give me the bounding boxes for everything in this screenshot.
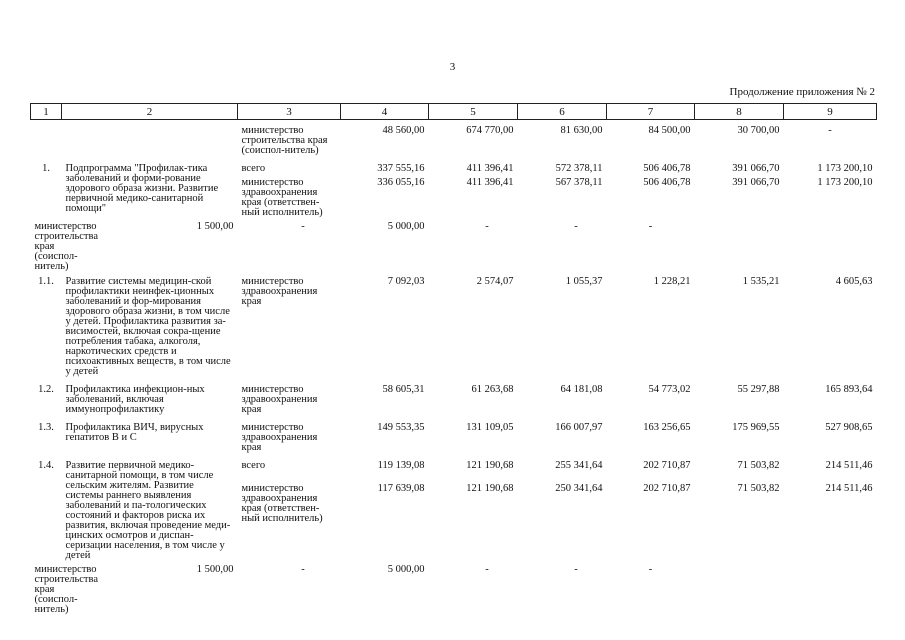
- amount-cell: 572 378,11: [555, 163, 603, 174]
- item-number: 1.: [42, 163, 50, 174]
- table-row: [31, 277, 877, 377]
- amount-cell: 121 190,68: [466, 483, 514, 495]
- amount-cell: 81 630,00: [560, 125, 603, 136]
- amount-cell: 165 893,64: [825, 384, 873, 395]
- header-cell: 4: [341, 104, 429, 120]
- amount-cell: 30 700,00: [737, 125, 780, 136]
- item-number: 1.2.: [38, 384, 54, 395]
- amount-cell: 255 341,64: [555, 460, 603, 471]
- amount-cell: 131 109,05: [466, 422, 514, 433]
- amount-cell: 71 503,82: [737, 483, 780, 495]
- amount-cell: 4 605,63: [835, 276, 873, 287]
- amount-cell: 391 066,70: [732, 163, 780, 174]
- table-row: [31, 164, 877, 174]
- item-number: 1.4.: [38, 460, 54, 471]
- executor-label: министерство строительства края (соиспол-нитель): [34, 564, 99, 615]
- item-name: Развитие системы медицин-ской профилактики неинфек-ционных заболеваний и фор-мирования здорового образа жизни, в том числе у детей. Профилактика развития за-висимостей, включая сокра-щение потребления табака, алкоголя, наркотических средств и психоактивных веществ, в том числе у детей: [65, 276, 231, 377]
- page-number: 3: [449, 61, 456, 73]
- amount-cell: 391 066,70: [732, 177, 780, 188]
- executor-label: министерство здравоохранения края: [241, 384, 318, 415]
- amount-cell: -: [574, 221, 578, 232]
- amount-cell: 1 535,21: [742, 276, 780, 287]
- table-body: [31, 120, 877, 616]
- header-cell: 9: [784, 104, 877, 120]
- amount-cell: 64 181,08: [560, 384, 603, 395]
- item-name: Профилактика инфекцион-ных заболеваний, включая иммунопрофилактику: [65, 384, 205, 415]
- amount-cell: -: [648, 564, 653, 575]
- header-cell: 2: [62, 104, 238, 120]
- executor-label: министерство здравоохранения края: [241, 422, 318, 453]
- table-row: [31, 461, 877, 480]
- amount-cell: 202 710,87: [643, 460, 691, 471]
- amount-cell: 84 500,00: [648, 125, 691, 136]
- amount-cell: -: [485, 221, 489, 232]
- amount-cell: 411 396,41: [466, 163, 514, 174]
- amount-cell: 61 263,68: [471, 384, 514, 395]
- amount-cell: 1 228,21: [653, 276, 691, 287]
- executor-label: всего: [241, 163, 266, 174]
- amount-cell: 1 173 200,10: [817, 163, 873, 174]
- amount-cell: 506 406,78: [643, 163, 691, 174]
- executor-label: министерство здравоохранения края (ответствен-ный исполнитель): [241, 177, 323, 218]
- amount-cell: 2 574,07: [476, 276, 514, 287]
- header-cell: 1: [31, 104, 62, 120]
- item-name: Профилактика ВИЧ, вирусных гепатитов В и С: [65, 422, 204, 443]
- header-cell: 7: [607, 104, 695, 120]
- amount-cell: 117 639,08: [377, 483, 425, 495]
- item-name: Развитие первичной медико-санитарной помощи, в том числе сельским жителям. Развитие системы раннего выявления заболеваний и па-тологических состояний и факторов риска их развития, включая проведение меди-цинских осмотров и диспан-серизации населения, в том числе у детей: [65, 460, 231, 561]
- header-row: [31, 104, 877, 120]
- amount-cell: -: [485, 564, 489, 575]
- amount-cell: 674 770,00: [466, 125, 514, 136]
- amount-cell: 567 378,11: [555, 177, 603, 188]
- amount-cell: -: [301, 564, 305, 575]
- executor-label: министерство здравоохранения края (ответствен-ный исполнитель): [241, 483, 323, 525]
- amount-cell: 250 341,64: [555, 483, 603, 495]
- amount-cell: 202 710,87: [643, 483, 691, 495]
- executor-label: министерство строительства края (соиспол-нитель): [241, 125, 328, 156]
- executor-label: всего: [241, 460, 266, 471]
- continuation-caption: Продолжение приложения № 2: [729, 86, 875, 98]
- table-row: [31, 222, 877, 272]
- item-name: [62, 126, 238, 156]
- amount-cell: 71 503,82: [737, 460, 780, 471]
- item-number: [31, 126, 62, 156]
- item-number: 1.1.: [38, 276, 54, 287]
- amount-cell: 506 406,78: [643, 177, 691, 188]
- amount-cell: 214 511,46: [825, 483, 873, 495]
- amount-cell: -: [301, 221, 305, 232]
- item-name: Подпрограмма "Профилак-тика заболеваний и форми-рование здорового образа жизни. Развитие первичной медико-санитарной помощи": [65, 163, 219, 214]
- amount-cell: 121 190,68: [466, 460, 514, 471]
- amount-cell: 1 055,37: [565, 276, 603, 287]
- header-cell: 8: [695, 104, 784, 120]
- header-cell: 6: [518, 104, 607, 120]
- table-row: [31, 423, 877, 453]
- table-row: [31, 126, 877, 156]
- amount-cell: 149 553,35: [377, 422, 425, 433]
- amount-cell: 1 173 200,10: [817, 177, 873, 188]
- executor-label: министерство здравоохранения края: [241, 276, 318, 307]
- amount-cell: 527 908,65: [825, 422, 873, 433]
- header-cell: 5: [429, 104, 518, 120]
- amount-cell: 1 500,00: [196, 564, 234, 575]
- amount-cell: 58 605,31: [382, 384, 425, 395]
- amount-cell: 166 007,97: [555, 422, 603, 433]
- table-row: [31, 565, 877, 615]
- amount-cell: 163 256,65: [643, 422, 691, 433]
- amount-cell: 337 555,16: [377, 163, 425, 174]
- amount-cell: 5 000,00: [387, 564, 425, 575]
- amount-cell: 1 500,00: [196, 221, 234, 232]
- amount-cell: 48 560,00: [382, 125, 425, 136]
- amount-cell: -: [648, 221, 653, 232]
- amount-cell: 5 000,00: [387, 221, 425, 232]
- amount-cell: 411 396,41: [466, 177, 514, 188]
- amount-cell: 7 092,03: [387, 276, 425, 287]
- budget-table: [30, 103, 877, 615]
- executor-label: министерство строительства края (соиспол-нитель): [34, 221, 99, 272]
- table-row: [31, 385, 877, 415]
- amount-cell: -: [828, 125, 832, 136]
- amount-cell: 119 139,08: [377, 460, 425, 471]
- amount-cell: -: [574, 564, 578, 575]
- amount-cell: 54 773,02: [648, 384, 691, 395]
- amount-cell: 175 969,55: [732, 422, 780, 433]
- amount-cell: 55 297,88: [737, 384, 780, 395]
- amount-cell: 214 511,46: [825, 460, 873, 471]
- amount-cell: 336 055,16: [377, 177, 425, 188]
- header-cell: 3: [238, 104, 341, 120]
- item-number: 1.3.: [38, 422, 54, 433]
